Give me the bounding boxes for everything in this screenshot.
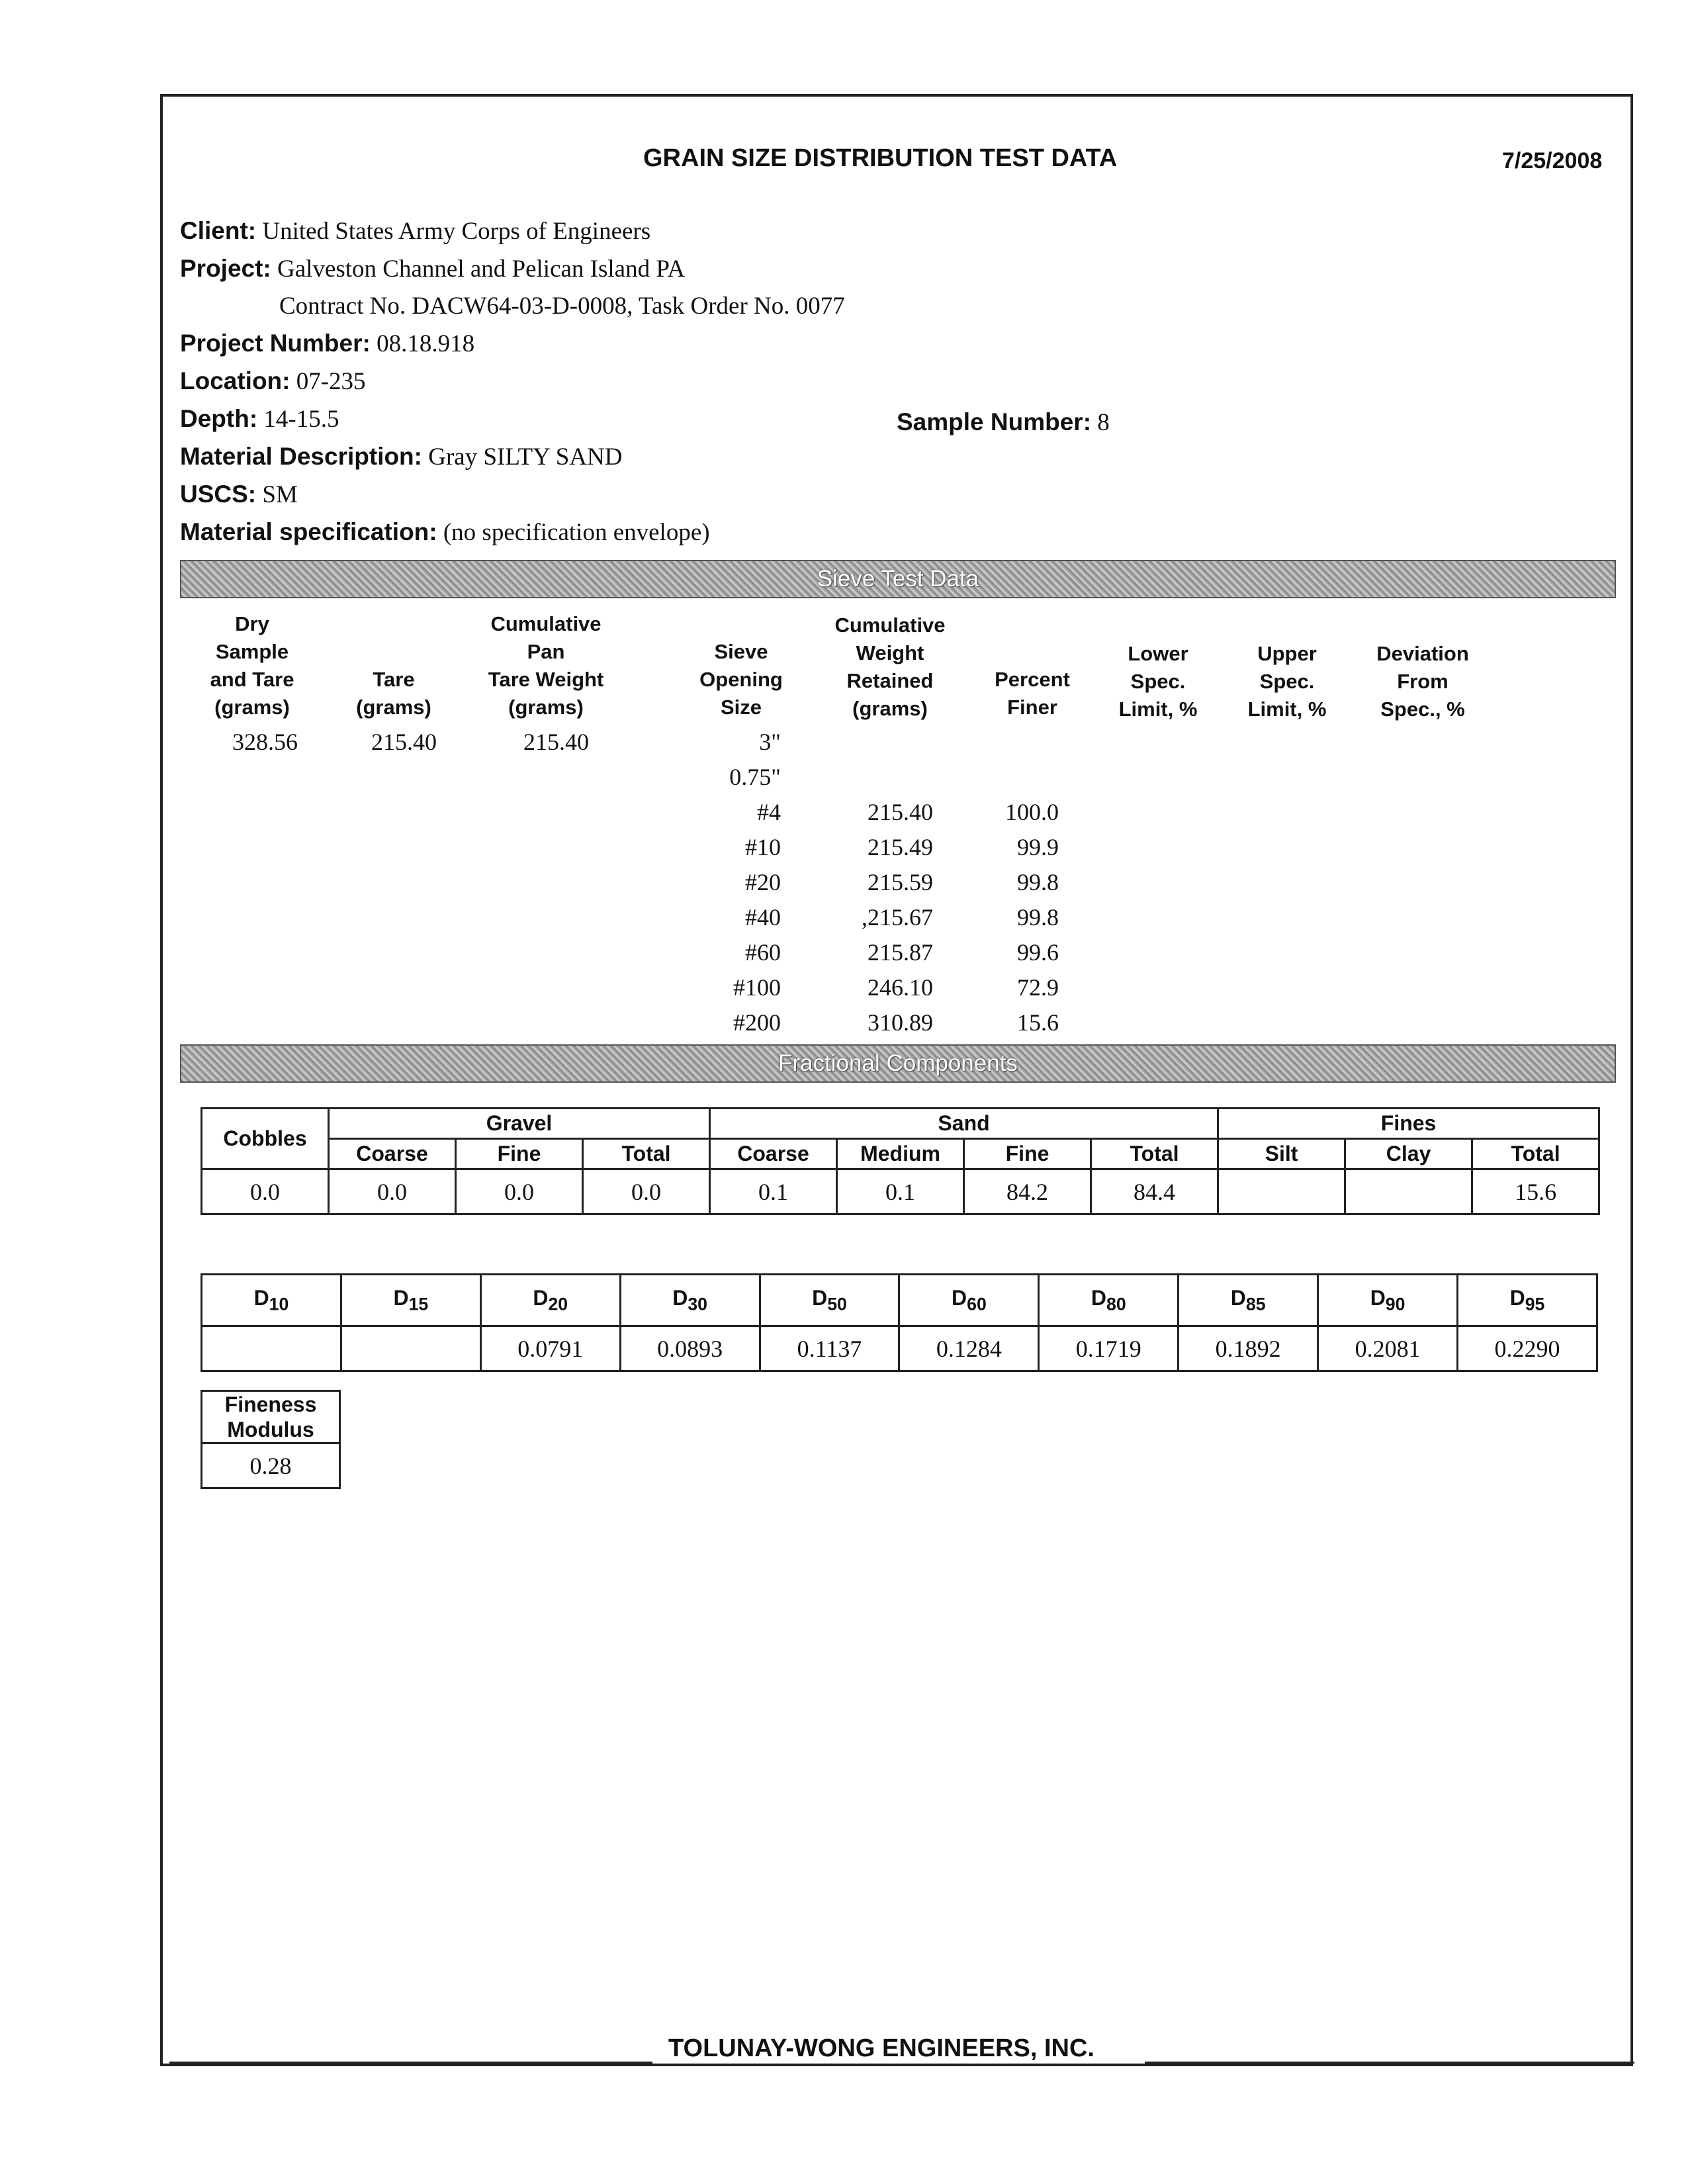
col-opening-line: Opening (699, 668, 783, 691)
project-number-label: Project Number: (180, 330, 371, 357)
col-upper-line: Limit, % (1247, 698, 1327, 721)
gravel-coarse-header: Coarse (329, 1139, 456, 1169)
depth-value: 14-15.5 (263, 406, 339, 433)
d-label-sub: 30 (688, 1294, 707, 1314)
fines-clay-header: Clay (1345, 1139, 1472, 1169)
d10-header (202, 1275, 341, 1326)
material-spec-field (180, 518, 710, 547)
sand-medium-header: Medium (837, 1139, 964, 1169)
fines-clay-value (1345, 1169, 1472, 1214)
contract-value: Contract No. DACW64-03-D-0008, Task Order No. 0077 (279, 293, 845, 320)
gravel-total-value: 0.0 (583, 1169, 710, 1214)
fractional-section-header (180, 1044, 1616, 1083)
fineness-modulus-header (202, 1391, 340, 1443)
col-retained-line: (grams) (852, 697, 928, 720)
d-label-sub: 85 (1245, 1294, 1266, 1314)
d-label-base: D (812, 1285, 828, 1310)
sample-number-field (897, 408, 1110, 437)
d80-value: 0.1719 (1039, 1326, 1179, 1371)
fines-total-value: 15.6 (1472, 1169, 1599, 1214)
d10-value (202, 1326, 341, 1371)
col-pan-tare (463, 610, 629, 721)
gravel-total-header: Total (583, 1139, 710, 1169)
d15-header (341, 1275, 480, 1326)
fines-silt-header: Silt (1218, 1139, 1345, 1169)
d20-value: 0.0791 (480, 1326, 620, 1371)
col-upper-spec (1234, 640, 1340, 723)
percent-finer: 99.9 (1017, 834, 1059, 860)
col-tare-line: (grams) (356, 696, 431, 719)
d95-header (1458, 1275, 1597, 1326)
d-label-sub: 80 (1106, 1294, 1126, 1314)
col-dry-line: Dry (235, 612, 269, 635)
project-field (180, 255, 685, 283)
percent-finer: 100.0 (1005, 799, 1059, 825)
d-label-sub: 15 (408, 1294, 429, 1314)
sand-total-header: Total (1091, 1139, 1218, 1169)
weight-retained: 215.49 (868, 834, 933, 860)
material-spec-label: Material specification: (180, 518, 437, 545)
gravel-fine-header: Fine (456, 1139, 583, 1169)
col-lower-spec (1105, 640, 1211, 723)
sample-number-value: 8 (1097, 409, 1110, 436)
sieve-size: #4 (757, 799, 781, 825)
sand-fine-header: Fine (964, 1139, 1091, 1169)
cobbles-header: Cobbles (202, 1109, 329, 1169)
depth-label: Depth: (180, 405, 258, 432)
sieve-section-header (180, 560, 1616, 598)
sieve-section-title: Sieve Test Data (817, 566, 979, 592)
d-label-base: D (1230, 1285, 1246, 1310)
d-values-table (201, 1273, 1598, 1372)
col-lower-line: Limit, % (1118, 698, 1198, 721)
uscs-label: USCS: (180, 480, 257, 508)
col-finer-line: Percent (995, 668, 1070, 691)
d95-value: 0.2290 (1458, 1326, 1597, 1371)
col-retained-line: Weight (856, 641, 924, 664)
col-upper-line: Upper (1257, 642, 1317, 665)
col-deviation-line: Spec., % (1380, 698, 1465, 721)
cobbles-value: 0.0 (202, 1169, 329, 1214)
contract-field (279, 292, 845, 320)
col-lower-line: Lower (1128, 642, 1188, 665)
col-upper-line: Spec. (1259, 670, 1315, 693)
col-dry-line: and Tare (210, 668, 294, 691)
d60-value: 0.1284 (899, 1326, 1039, 1371)
tare-value: 215.40 (371, 729, 437, 755)
col-lower-line: Spec. (1130, 670, 1186, 693)
col-percent-finer (979, 666, 1085, 721)
sieve-size: 3" (759, 729, 781, 755)
client-label: Client: (180, 217, 257, 244)
sieve-size: #40 (745, 904, 781, 931)
fractional-section-title: Fractional Components (778, 1050, 1018, 1076)
col-pan-line: Cumulative (490, 612, 602, 635)
sieve-size: #200 (733, 1009, 781, 1036)
location-value: 07-235 (296, 368, 366, 395)
weight-retained: 246.10 (868, 974, 933, 1001)
sand-header: Sand (710, 1109, 1218, 1139)
fineness-label-line: Modulus (227, 1418, 314, 1441)
d-label-sub: 20 (548, 1294, 568, 1314)
col-finer-line: Finer (1007, 696, 1057, 719)
sample-number-label: Sample Number: (897, 408, 1092, 435)
weight-retained: ,215.67 (862, 904, 933, 931)
col-deviation-line: Deviation (1376, 642, 1469, 665)
project-number-value: 08.18.918 (377, 330, 475, 357)
weight-retained: 215.59 (868, 869, 933, 895)
document-title: GRAIN SIZE DISTRIBUTION TEST DATA (643, 144, 1118, 172)
dry-sample-value: 328.56 (232, 729, 298, 755)
footer-rule-left (169, 2062, 652, 2064)
d15-value (341, 1326, 480, 1371)
gravel-fine-value: 0.0 (456, 1169, 583, 1214)
sand-total-value: 84.4 (1091, 1169, 1218, 1214)
d60-header (899, 1275, 1039, 1326)
fineness-modulus-value: 0.28 (202, 1443, 340, 1488)
material-spec-value: (no specification envelope) (443, 519, 710, 546)
depth-field (180, 405, 339, 433)
fineness-modulus-table (201, 1390, 341, 1489)
d-label-sub: 10 (269, 1294, 289, 1314)
weight-retained: 215.40 (868, 799, 933, 825)
material-description-label: Material Description: (180, 443, 422, 470)
fineness-label-line: Fineness (224, 1392, 317, 1416)
col-deviation (1357, 640, 1489, 723)
col-tare-line: Tare (373, 668, 415, 691)
material-description-field (180, 443, 623, 471)
sand-fine-value: 84.2 (964, 1169, 1091, 1214)
d90-value: 0.2081 (1318, 1326, 1458, 1371)
d30-value: 0.0893 (620, 1326, 760, 1371)
percent-finer: 15.6 (1017, 1009, 1059, 1036)
pan-tare-value: 215.40 (523, 729, 589, 755)
col-retained-line: Cumulative (834, 614, 946, 637)
footer-company: TOLUNAY-WONG ENGINEERS, INC. (668, 2034, 1094, 2062)
gravel-header: Gravel (329, 1109, 710, 1139)
col-pan-line: (grams) (508, 696, 584, 719)
sand-medium-value: 0.1 (837, 1169, 964, 1214)
gravel-coarse-value: 0.0 (329, 1169, 456, 1214)
d-label-base: D (393, 1285, 409, 1310)
percent-finer: 99.8 (1017, 869, 1059, 895)
d50-value: 0.1137 (760, 1326, 899, 1371)
fines-header: Fines (1218, 1109, 1599, 1139)
sieve-size: #10 (745, 834, 781, 860)
d-label-sub: 95 (1525, 1294, 1545, 1314)
col-retained-line: Retained (846, 669, 934, 692)
d85-header (1179, 1275, 1318, 1326)
location-field (180, 367, 366, 396)
project-value: Galveston Channel and Pelican Island PA (277, 255, 686, 283)
fines-total-header: Total (1472, 1139, 1599, 1169)
col-opening-line: Sieve (714, 640, 768, 663)
fines-silt-value (1218, 1169, 1345, 1214)
d-label-base: D (1370, 1285, 1386, 1310)
sieve-size: 0.75" (729, 764, 781, 790)
col-deviation-line: From (1397, 670, 1449, 693)
d-label-sub: 90 (1385, 1294, 1405, 1314)
percent-finer: 99.8 (1017, 904, 1059, 931)
uscs-field (180, 480, 298, 509)
col-weight-retained (821, 612, 959, 723)
col-tare (341, 666, 447, 721)
d85-value: 0.1892 (1179, 1326, 1318, 1371)
d30-header (620, 1275, 760, 1326)
d-label-base: D (533, 1285, 549, 1310)
percent-finer: 72.9 (1017, 974, 1059, 1001)
location-label: Location: (180, 367, 290, 394)
sieve-size: #60 (745, 939, 781, 966)
d-label-base: D (952, 1285, 967, 1310)
client-value: United States Army Corps of Engineers (262, 218, 651, 245)
col-pan-line: Tare Weight (488, 668, 604, 691)
d50-header (760, 1275, 899, 1326)
d-label-base: D (253, 1285, 269, 1310)
col-opening-line: Size (720, 696, 762, 719)
material-description-value: Gray SILTY SAND (428, 443, 623, 471)
sand-coarse-value: 0.1 (710, 1169, 837, 1214)
weight-retained: 215.87 (868, 939, 933, 966)
d80-header (1039, 1275, 1179, 1326)
percent-finer: 99.6 (1017, 939, 1059, 966)
sieve-size: #100 (733, 974, 781, 1001)
col-dry-line: Sample (215, 640, 289, 663)
footer-rule-right (1145, 2062, 1634, 2064)
d20-header (480, 1275, 620, 1326)
fractional-table (201, 1107, 1600, 1215)
d90-header (1318, 1275, 1458, 1326)
uscs-value: SM (262, 481, 298, 508)
col-sieve-opening (682, 638, 801, 721)
project-number-field (180, 330, 474, 358)
document-date: 7/25/2008 (1502, 148, 1603, 173)
project-label: Project: (180, 255, 271, 282)
col-pan-line: Pan (527, 640, 565, 663)
d-label-base: D (672, 1285, 688, 1310)
weight-retained: 310.89 (868, 1009, 933, 1036)
d-label-base: D (1091, 1285, 1107, 1310)
d-label-base: D (1509, 1285, 1525, 1310)
sieve-size: #20 (745, 869, 781, 895)
col-dry-line: (grams) (214, 696, 290, 719)
d-label-sub: 50 (827, 1294, 847, 1314)
client-field (180, 217, 650, 246)
d-label-sub: 60 (967, 1294, 987, 1314)
col-dry-sample (186, 610, 318, 721)
sand-coarse-header: Coarse (710, 1139, 837, 1169)
